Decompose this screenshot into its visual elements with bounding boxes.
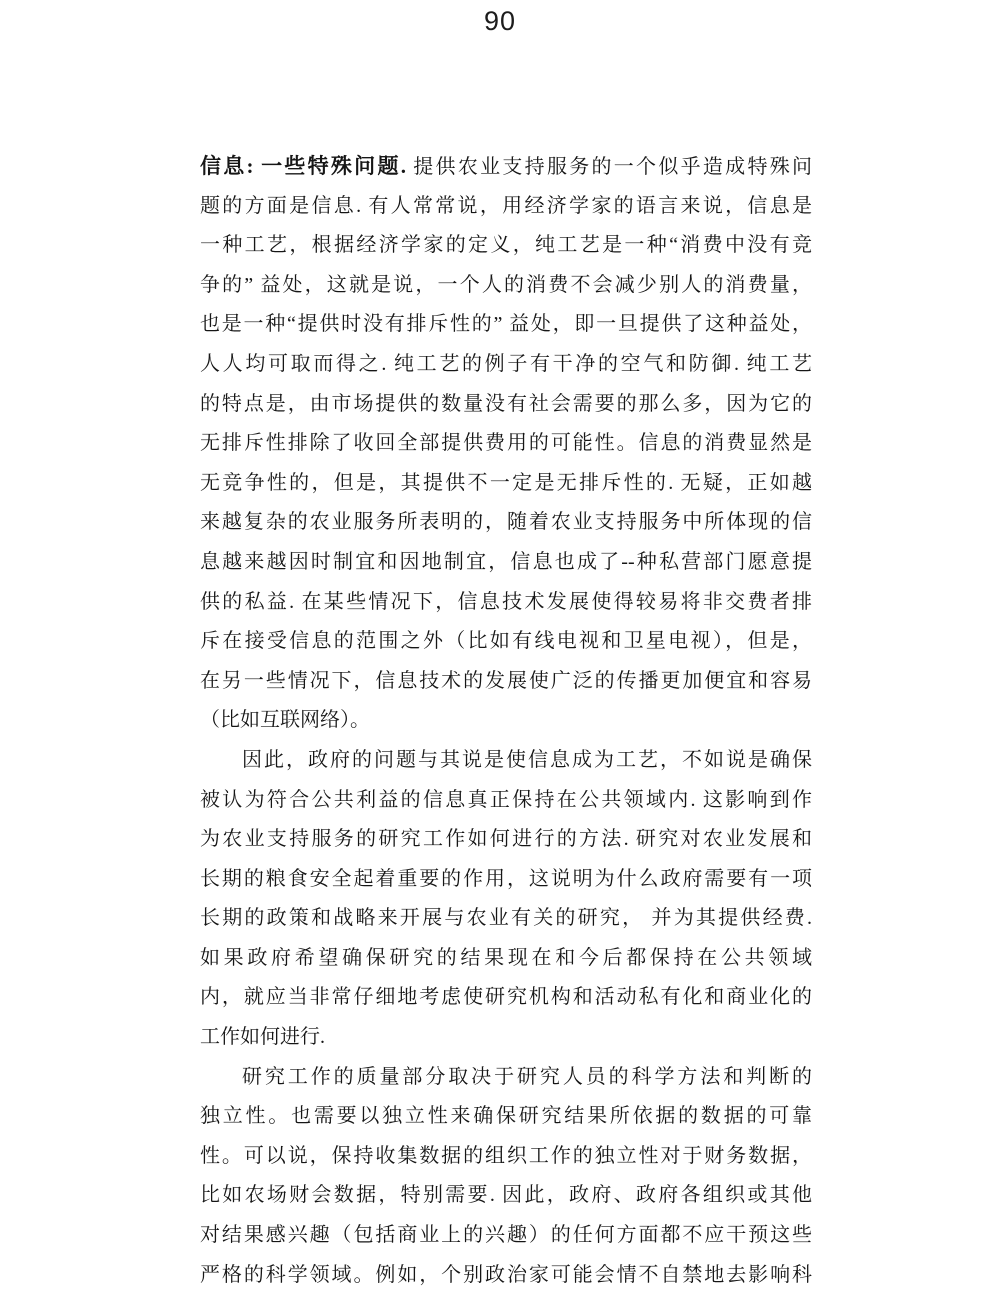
text-line: 因此，政府的问题与其说是使信息成为工艺，不如说是确保	[242, 748, 812, 771]
text-block	[200, 147, 812, 1292]
text-line: 斥在接受信息的范围之外（比如有线电视和卫星电视），但是，	[200, 630, 812, 653]
text-line: 在另一些情况下，信息技术的发展使广泛的传播更加便宜和容易	[200, 669, 812, 692]
section-heading: 信息: 一些特殊问题.	[200, 154, 406, 178]
text-line: 一种工艺，根据经济学家的定义，纯工艺是一种“消费中没有竞	[200, 234, 812, 257]
text-line: 争的” 益处，这就是说，一个人的消费不会减少别人的消费量，	[200, 273, 812, 296]
text-line: 独立性。也需要以独立性来确保研究结果所依据的数据的可靠	[200, 1105, 812, 1128]
text-line: 也是一种“提供时没有排斥性的” 益处，即一旦提供了这种益处，	[200, 313, 812, 336]
text-line: 无竞争性的，但是，其提供不一定是无排斥性的. 无疑，正如越	[200, 471, 812, 494]
text-line: 严格的科学领域。例如，个别政治家可能会情不自禁地去影响科	[200, 1263, 812, 1286]
text-line: 性。可以说，保持收集数据的组织工作的独立性对于财务数据，	[200, 1144, 812, 1167]
text-line: 工作如何进行.	[200, 1026, 325, 1049]
text-line: 长期的粮食安全起着重要的作用，这说明为什么政府需要有一项	[200, 867, 812, 890]
text-line: 比如农场财会数据，特别需要. 因此，政府、政府各组织或其他	[200, 1184, 812, 1207]
text-line	[200, 147, 812, 187]
text-line: 为农业支持服务的研究工作如何进行的方法. 研究对农业发展和	[200, 828, 812, 851]
page-number: 90	[483, 6, 517, 36]
text-line: 长期的政策和战略来开展与农业有关的研究， 并为其提供经费.	[200, 907, 812, 930]
text-line: 供的私益. 在某些情况下，信息技术发展使得较易将非交费者排	[200, 590, 812, 613]
text-line: （比如互联网络）。	[200, 709, 370, 732]
text-line: 内，就应当非常仔细地考虑使研究机构和活动私有化和商业化的	[200, 986, 812, 1009]
text-line: 来越复杂的农业服务所表明的，随着农业支持服务中所体现的信	[200, 511, 812, 534]
text-line: 研究工作的质量部分取决于研究人员的科学方法和判断的	[242, 1065, 812, 1088]
text-line: 被认为符合公共利益的信息真正保持在公共领域内. 这影响到作	[200, 788, 812, 811]
text-line: 息越来越因时制宜和因地制宜，信息也成了--种私营部门愿意提	[200, 550, 812, 573]
text-line: 题的方面是信息. 有人常常说，用经济学家的语言来说，信息是	[200, 194, 812, 217]
text-line: 人人均可取而得之. 纯工艺的例子有干净的空气和防御. 纯工艺	[200, 352, 812, 375]
text-line: 无排斥性排除了收回全部提供费用的可能性。信息的消费显然是	[200, 432, 812, 455]
text-line: 的特点是，由市场提供的数量没有社会需要的那么多，因为它的	[200, 392, 812, 415]
text-line: 如果政府希望确保研究的结果现在和今后都保持在公共领域	[200, 946, 812, 969]
line-text: 提供农业支持服务的一个似乎造成特殊问	[406, 156, 812, 178]
text-line: 对结果感兴趣（包括商业上的兴趣）的任何方面都不应干预这些	[200, 1224, 812, 1247]
